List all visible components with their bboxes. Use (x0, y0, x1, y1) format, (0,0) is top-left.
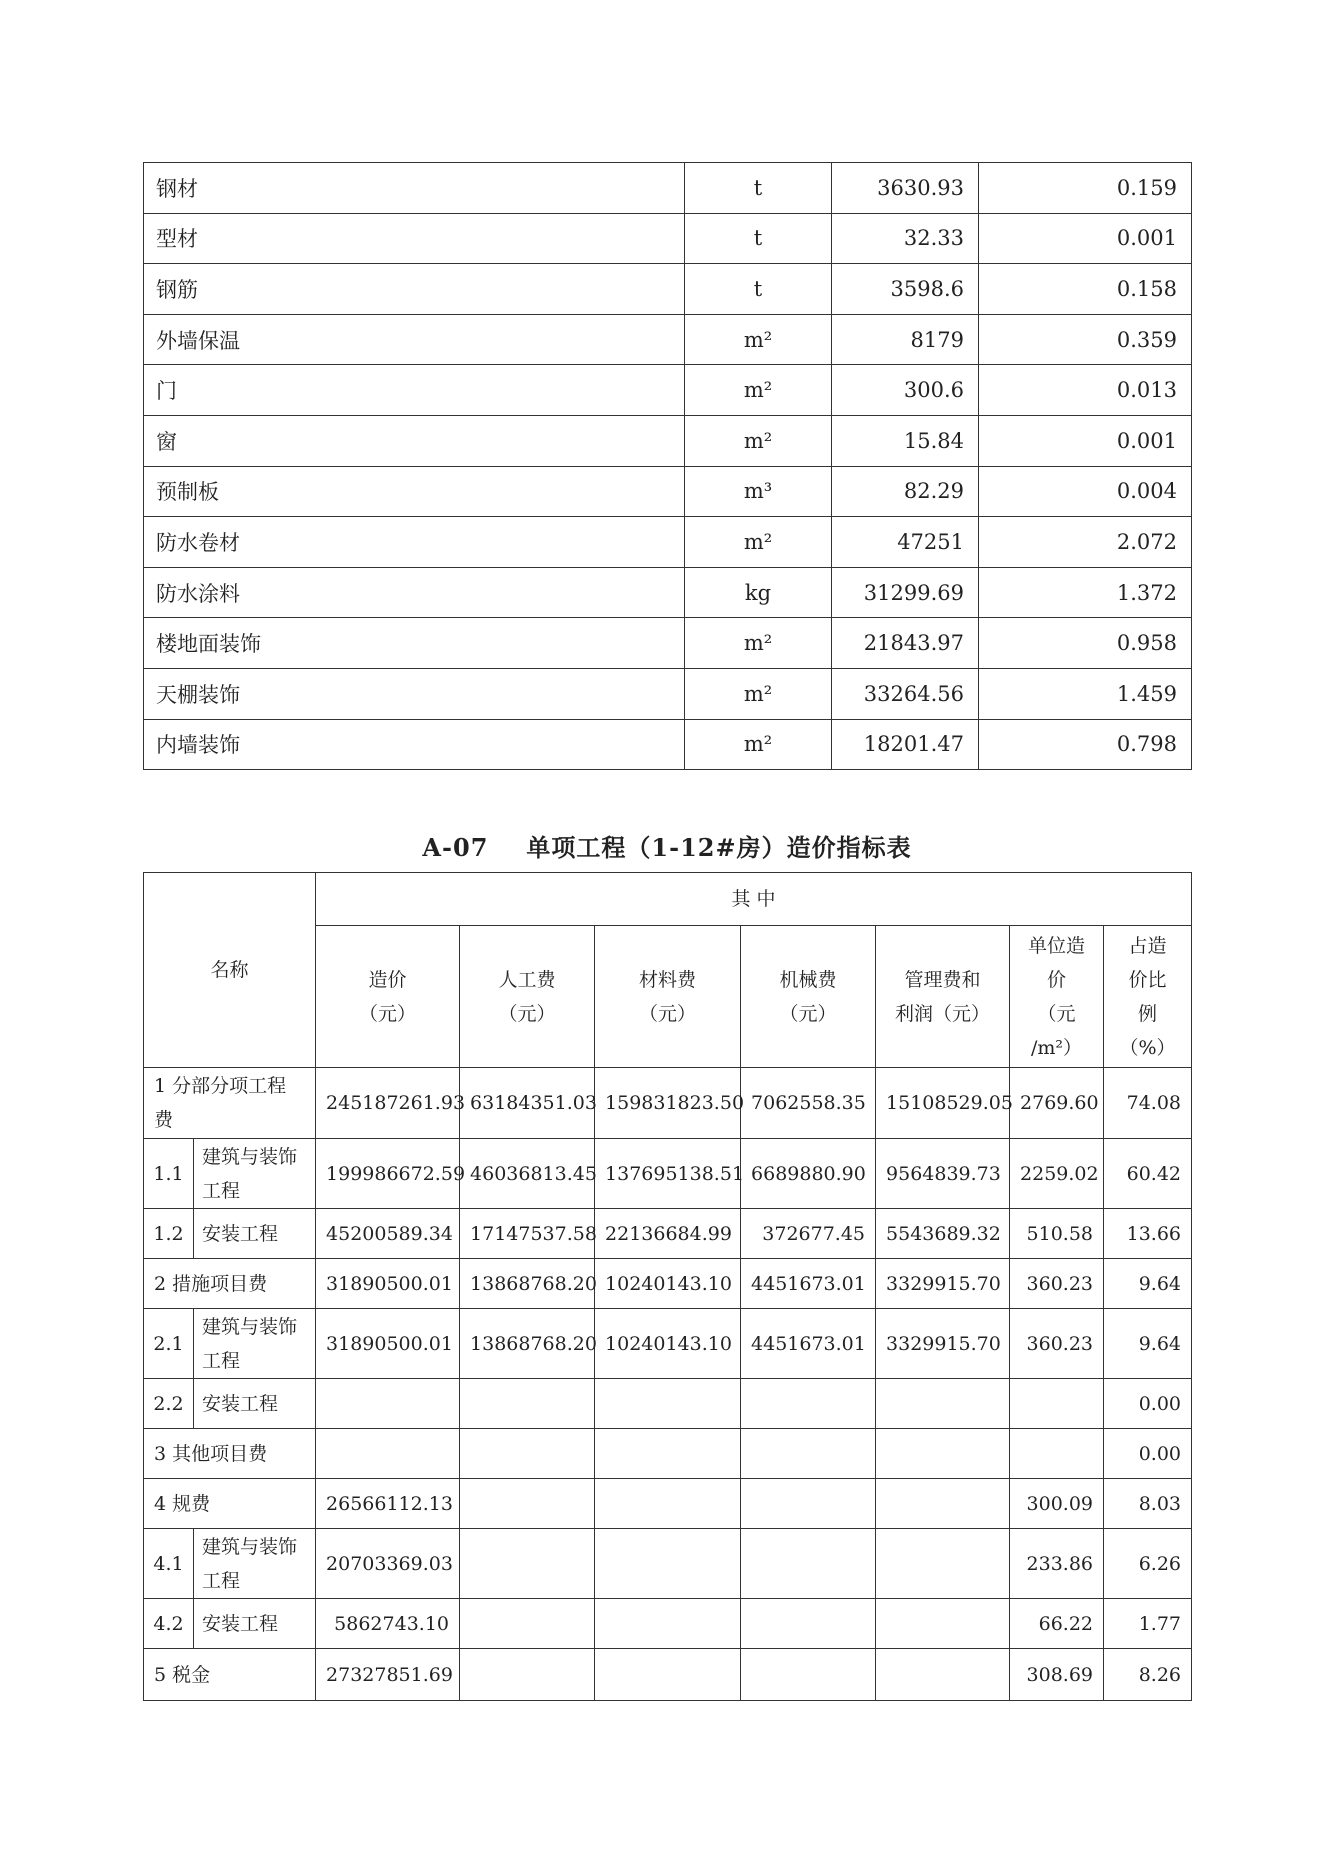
mgmt: 5543689.32 (876, 1209, 1010, 1259)
mgmt (876, 1479, 1010, 1529)
index-value: 0.359 (979, 314, 1192, 365)
row-label: 1 分部分项工程费 (144, 1068, 316, 1139)
machine (741, 1529, 876, 1599)
unit-cost: 308.69 (1010, 1649, 1104, 1701)
quantity: 32.33 (832, 213, 979, 264)
table-code: A-07 (422, 833, 489, 862)
index-value: 0.001 (979, 213, 1192, 264)
unit: t (685, 213, 832, 264)
machine (741, 1429, 876, 1479)
unit-cost: 2769.60 (1010, 1068, 1104, 1139)
mgmt (876, 1379, 1010, 1429)
row-no: 1.2 (144, 1209, 194, 1259)
quantity: 33264.56 (832, 668, 979, 719)
ratio: 9.64 (1104, 1309, 1192, 1379)
row-label: 5 税金 (144, 1649, 316, 1701)
quantity: 3630.93 (832, 163, 979, 214)
cost: 26566112.13 (316, 1479, 460, 1529)
unit: m² (685, 517, 832, 568)
index-value: 0.958 (979, 618, 1192, 669)
mgmt (876, 1529, 1010, 1599)
ratio: 60.42 (1104, 1139, 1192, 1209)
unit: m³ (685, 466, 832, 517)
labor (460, 1429, 595, 1479)
mgmt: 15108529.05 (876, 1068, 1010, 1139)
ratio: 6.26 (1104, 1529, 1192, 1599)
table-row (144, 1259, 1192, 1309)
index-value: 0.001 (979, 415, 1192, 466)
material-name: 门 (144, 365, 685, 416)
table-row (144, 1139, 1192, 1209)
labor (460, 1649, 595, 1701)
index-value: 0.798 (979, 719, 1192, 770)
unit: t (685, 264, 832, 315)
unit-cost: 66.22 (1010, 1599, 1104, 1649)
material (595, 1379, 741, 1429)
quantity: 15.84 (832, 415, 979, 466)
table-row (144, 213, 1192, 264)
table-row (144, 314, 1192, 365)
unit-cost: 300.09 (1010, 1479, 1104, 1529)
mgmt (876, 1649, 1010, 1701)
quantity: 8179 (832, 314, 979, 365)
ratio: 13.66 (1104, 1209, 1192, 1259)
row-label: 建筑与装饰工程 (194, 1529, 316, 1599)
labor: 63184351.03 (460, 1068, 595, 1139)
row-no: 2.1 (144, 1309, 194, 1379)
table-row (144, 618, 1192, 669)
ratio: 0.00 (1104, 1379, 1192, 1429)
cost: 45200589.34 (316, 1209, 460, 1259)
machine: 4451673.01 (741, 1259, 876, 1309)
material-name: 防水涂料 (144, 567, 685, 618)
machine (741, 1479, 876, 1529)
row-label: 建筑与装饰工程 (194, 1309, 316, 1379)
material (595, 1599, 741, 1649)
row-label: 4 规费 (144, 1479, 316, 1529)
mgmt: 3329915.70 (876, 1309, 1010, 1379)
quantity: 31299.69 (832, 567, 979, 618)
index-value: 0.013 (979, 365, 1192, 416)
material: 22136684.99 (595, 1209, 741, 1259)
row-no: 4.1 (144, 1529, 194, 1599)
quantity: 47251 (832, 517, 979, 568)
ratio: 9.64 (1104, 1259, 1192, 1309)
table-title-text: 单项工程（1-12#房）造价指标表 (526, 833, 912, 862)
material-name: 外墙保温 (144, 314, 685, 365)
labor: 46036813.45 (460, 1139, 595, 1209)
unit: m² (685, 314, 832, 365)
table-row (144, 1649, 1192, 1701)
table-title (143, 828, 1191, 863)
material: 10240143.10 (595, 1259, 741, 1309)
table-row (144, 466, 1192, 517)
unit: m² (685, 365, 832, 416)
machine: 7062558.35 (741, 1068, 876, 1139)
row-label: 安装工程 (194, 1599, 316, 1649)
index-value: 1.459 (979, 668, 1192, 719)
quantity: 21843.97 (832, 618, 979, 669)
quantity: 3598.6 (832, 264, 979, 315)
header-name: 名称 (144, 873, 316, 1068)
row-no: 4.2 (144, 1599, 194, 1649)
unit: m² (685, 618, 832, 669)
quantity: 18201.47 (832, 719, 979, 770)
material-name: 窗 (144, 415, 685, 466)
row-label: 3 其他项目费 (144, 1429, 316, 1479)
material (595, 1529, 741, 1599)
cost (316, 1429, 460, 1479)
quantity: 300.6 (832, 365, 979, 416)
header-group: 其 中 (316, 873, 1192, 926)
table-row (144, 365, 1192, 416)
ratio: 1.77 (1104, 1599, 1192, 1649)
unit: kg (685, 567, 832, 618)
table-row (144, 264, 1192, 315)
unit: m² (685, 668, 832, 719)
cost: 20703369.03 (316, 1529, 460, 1599)
table-row (144, 1309, 1192, 1379)
material (595, 1429, 741, 1479)
unit: t (685, 163, 832, 214)
unit: m² (685, 415, 832, 466)
table-row (144, 1599, 1192, 1649)
index-value: 1.372 (979, 567, 1192, 618)
material-name: 钢材 (144, 163, 685, 214)
material-name: 钢筋 (144, 264, 685, 315)
labor (460, 1599, 595, 1649)
ratio: 8.03 (1104, 1479, 1192, 1529)
index-value: 2.072 (979, 517, 1192, 568)
ratio: 74.08 (1104, 1068, 1192, 1139)
unit-cost: 510.58 (1010, 1209, 1104, 1259)
index-value: 0.004 (979, 466, 1192, 517)
cost (316, 1379, 460, 1429)
cost: 31890500.01 (316, 1259, 460, 1309)
table-row (144, 719, 1192, 770)
header-unit-cost: 单位造 价 （元 /m²） (1010, 926, 1104, 1068)
material (595, 1649, 741, 1701)
material: 159831823.50 (595, 1068, 741, 1139)
header-mgmt: 管理费和 利润（元） (876, 926, 1010, 1068)
row-label: 安装工程 (194, 1209, 316, 1259)
row-label: 2 措施项目费 (144, 1259, 316, 1309)
unit: m² (685, 719, 832, 770)
row-label: 安装工程 (194, 1379, 316, 1429)
header-cost: 造价 （元） (316, 926, 460, 1068)
table-row (144, 1529, 1192, 1599)
table-row (144, 567, 1192, 618)
quantity: 82.29 (832, 466, 979, 517)
unit-cost (1010, 1429, 1104, 1479)
mgmt: 9564839.73 (876, 1139, 1010, 1209)
row-no: 2.2 (144, 1379, 194, 1429)
unit-cost (1010, 1379, 1104, 1429)
mgmt: 3329915.70 (876, 1259, 1010, 1309)
machine: 4451673.01 (741, 1309, 876, 1379)
index-value: 0.159 (979, 163, 1192, 214)
header-machine: 机械费 （元） (741, 926, 876, 1068)
cost: 199986672.59 (316, 1139, 460, 1209)
table-row (144, 1068, 1192, 1139)
machine: 372677.45 (741, 1209, 876, 1259)
cost-index-table (143, 872, 1192, 1701)
mgmt (876, 1429, 1010, 1479)
header-ratio: 占造 价比 例 （%） (1104, 926, 1192, 1068)
material: 10240143.10 (595, 1309, 741, 1379)
material-name: 内墙装饰 (144, 719, 685, 770)
material-name: 型材 (144, 213, 685, 264)
unit-cost: 360.23 (1010, 1259, 1104, 1309)
table-row (144, 668, 1192, 719)
table-row (144, 163, 1192, 214)
unit-cost: 233.86 (1010, 1529, 1104, 1599)
machine (741, 1599, 876, 1649)
labor: 17147537.58 (460, 1209, 595, 1259)
unit-cost: 2259.02 (1010, 1139, 1104, 1209)
labor (460, 1529, 595, 1599)
table-row (144, 415, 1192, 466)
row-label: 建筑与装饰工程 (194, 1139, 316, 1209)
cost: 5862743.10 (316, 1599, 460, 1649)
header-row (144, 873, 1192, 926)
material-name: 预制板 (144, 466, 685, 517)
labor: 13868768.20 (460, 1259, 595, 1309)
table-row (144, 1379, 1192, 1429)
machine (741, 1379, 876, 1429)
material-name: 防水卷材 (144, 517, 685, 568)
ratio: 0.00 (1104, 1429, 1192, 1479)
table-row (144, 1209, 1192, 1259)
labor (460, 1479, 595, 1529)
mgmt (876, 1599, 1010, 1649)
table-row (144, 517, 1192, 568)
unit-cost: 360.23 (1010, 1309, 1104, 1379)
material-name: 天棚装饰 (144, 668, 685, 719)
labor (460, 1379, 595, 1429)
header-material: 材料费 （元） (595, 926, 741, 1068)
material (595, 1479, 741, 1529)
cost: 245187261.93 (316, 1068, 460, 1139)
row-no: 1.1 (144, 1139, 194, 1209)
index-value: 0.158 (979, 264, 1192, 315)
cost: 27327851.69 (316, 1649, 460, 1701)
header-labor: 人工费 （元） (460, 926, 595, 1068)
table-row (144, 1429, 1192, 1479)
cost: 31890500.01 (316, 1309, 460, 1379)
material: 137695138.51 (595, 1139, 741, 1209)
machine: 6689880.90 (741, 1139, 876, 1209)
labor: 13868768.20 (460, 1309, 595, 1379)
machine (741, 1649, 876, 1701)
table-row (144, 1479, 1192, 1529)
material-name: 楼地面装饰 (144, 618, 685, 669)
material-index-table (143, 162, 1192, 770)
ratio: 8.26 (1104, 1649, 1192, 1701)
